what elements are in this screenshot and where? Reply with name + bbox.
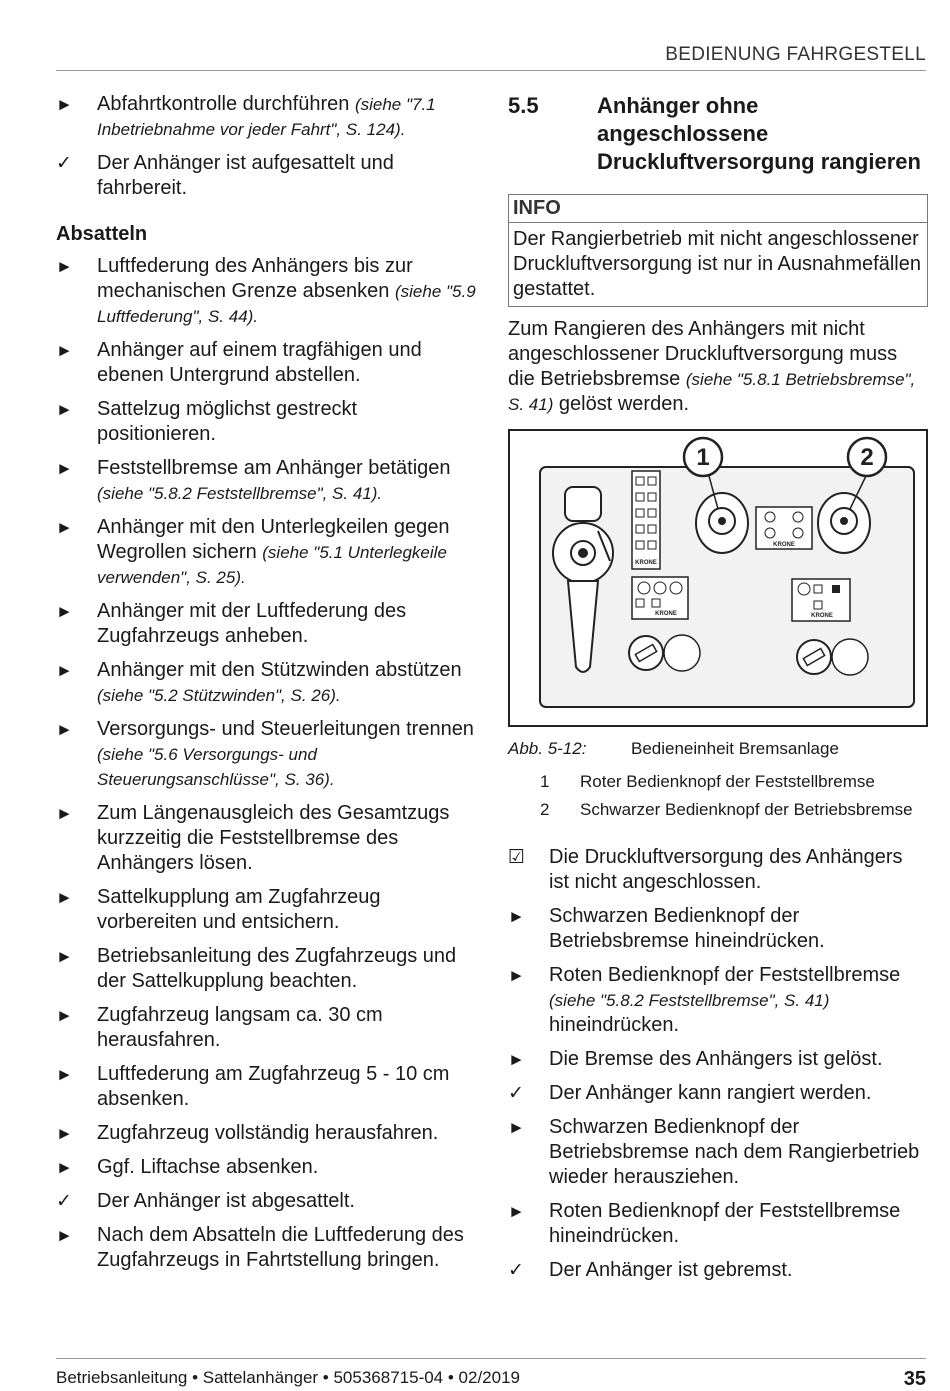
- list-item: [56, 338, 476, 388]
- figure-caption: [508, 739, 928, 759]
- brand-logo: KRONE: [773, 542, 795, 548]
- list-item: [56, 1223, 476, 1273]
- step-text: Anhänger mit den Unterlegkeilen gegen Wegrollen sichern (siehe "5.1 Unterlegkeile verwenden", S. 25).: [97, 516, 450, 587]
- footer-rule: [56, 1358, 926, 1359]
- list-item: [56, 658, 476, 708]
- arrow-bullet-icon: ►: [56, 459, 73, 478]
- list-item: [56, 599, 476, 649]
- arrow-bullet-icon: ►: [508, 1202, 525, 1221]
- arrow-bullet-icon: ►: [56, 947, 73, 966]
- step-text: Nach dem Absatteln die Luftfederung des Zugfahrzeugs in Fahrtstellung bringen.: [97, 1224, 464, 1271]
- arrow-bullet-icon: ►: [508, 1118, 525, 1137]
- list-item: [56, 92, 476, 142]
- step-text: Abfahrtkontrolle durchführen (siehe "7.1 Inbetriebnahme vor jeder Fahrt", S. 124).: [97, 93, 436, 139]
- arrow-bullet-icon: ►: [56, 1226, 73, 1245]
- caption-text: Bedieneinheit Bremsanlage: [631, 739, 839, 758]
- list-item: [56, 397, 476, 447]
- cross-reference-link[interactable]: (siehe "5.6 Versorgungs- und Steuerungsanschlüsse", S. 36).: [97, 745, 335, 789]
- arrow-bullet-icon: ►: [56, 341, 73, 360]
- step-text: Feststellbremse am Anhänger betätigen (siehe "5.8.2 Feststellbremse", S. 41).: [97, 457, 451, 503]
- list-item: [56, 515, 476, 590]
- list-item: [56, 944, 476, 994]
- legend-item: [508, 799, 928, 821]
- step-text: Der Anhänger ist aufgesattelt und fahrbereit.: [97, 152, 394, 199]
- list-item: [56, 1062, 476, 1112]
- list-item: [56, 1189, 476, 1214]
- step-text: Der Anhänger ist gebremst.: [549, 1259, 793, 1281]
- list-item: [508, 845, 928, 895]
- legend-item: [508, 771, 928, 793]
- step-text: Der Anhänger kann rangiert werden.: [549, 1082, 872, 1104]
- step-text: Schwarzen Bedienknopf der Betriebsbremse nach dem Rangierbetrieb wieder herausziehen.: [549, 1116, 920, 1188]
- step-text: Versorgungs- und Steuerleitungen trennen (siehe "5.6 Versorgungs- und Steuerungsanschlüsse", S. 36).: [97, 718, 474, 789]
- step-text: Anhänger mit der Luftfederung des Zugfahrzeugs anheben.: [97, 600, 407, 647]
- step-text: Die Bremse des Anhängers ist gelöst.: [549, 1048, 883, 1070]
- step-text: Luftfederung des Anhängers bis zur mechanischen Grenze absenken (siehe "5.9 Luftfederung", S. 44).: [97, 255, 476, 326]
- arrow-bullet-icon: ►: [508, 907, 525, 926]
- step-text: Betriebsanleitung des Zugfahrzeugs und der Sattelkupplung beachten.: [97, 945, 457, 992]
- left-column: [56, 92, 476, 1282]
- step-text: Roten Bedienknopf der Feststellbremse hineindrücken.: [549, 1200, 901, 1247]
- callout-2-label: 2: [860, 444, 874, 471]
- list-item: [508, 1258, 928, 1283]
- cross-reference-link[interactable]: (siehe "5.8.2 Feststellbremse", S. 41): [549, 991, 830, 1010]
- brake-panel-illustration: [510, 431, 926, 725]
- footer-text: Betriebsanleitung • Sattelanhänger • 505368715-04 • 02/2019: [56, 1368, 520, 1387]
- figure-legend: [508, 771, 928, 821]
- header-rule: [56, 70, 926, 71]
- list-item: [508, 1199, 928, 1249]
- list-item: [56, 801, 476, 876]
- section-heading: [508, 92, 928, 176]
- checkmark-icon: ✓: [56, 1191, 72, 1212]
- info-text: Der Rangierbetrieb mit nicht angeschlossener Druckluftversorgung ist nur in Ausnahmefällen gestattet.: [513, 228, 921, 300]
- step-text: Sattelkupplung am Zugfahrzeug vorbereiten und entsichern.: [97, 886, 381, 933]
- running-header: BEDIENUNG FAHRGESTELL: [665, 44, 926, 65]
- list-item: [56, 717, 476, 792]
- section-title: Anhänger ohne angeschlossene Druckluftversorgung rangieren: [597, 93, 921, 174]
- legend-number: 1: [540, 772, 550, 791]
- caption-label: Abb. 5-12:: [508, 739, 587, 758]
- list-item: [56, 1155, 476, 1180]
- rangieren-steps: [508, 845, 928, 1283]
- arrow-bullet-icon: ►: [56, 804, 73, 823]
- step-text: Zugfahrzeug langsam ca. 30 cm herausfahren.: [97, 1004, 383, 1051]
- cross-reference-link[interactable]: (siehe "5.8.1 Betriebsbremse", S. 41): [508, 370, 916, 414]
- arrow-bullet-icon: ►: [56, 720, 73, 739]
- intro-paragraph: Zum Rangieren des Anhängers mit nicht angeschlossener Druckluftversorgung muss die Betriebsbremse (siehe "5.8.1 Betriebsbremse", S. 41) gelöst werden.: [508, 318, 916, 415]
- step-text: Luftfederung am Zugfahrzeug 5 - 10 cm absenken.: [97, 1063, 450, 1110]
- absatteln-steps: [56, 254, 476, 1273]
- list-item: [56, 456, 476, 506]
- step-text: Schwarzen Bedienknopf der Betriebsbremse hineindrücken.: [549, 905, 825, 952]
- step-text: Anhänger mit den Stützwinden abstützen (siehe "5.2 Stützwinden", S. 26).: [97, 659, 462, 705]
- arrow-bullet-icon: ►: [56, 1124, 73, 1143]
- cross-reference-link[interactable]: (siehe "5.1 Unterlegkeile verwenden", S. 25).: [97, 543, 447, 587]
- list-item: [508, 1047, 928, 1072]
- list-item: [56, 254, 476, 329]
- step-text: Ggf. Liftachse absenken.: [97, 1156, 319, 1178]
- list-item: [508, 1081, 928, 1106]
- page-number: 35: [903, 1368, 926, 1390]
- step-text: Zum Längenausgleich des Gesamtzugs kurzzeitig die Feststellbremse des Anhängers lösen.: [97, 802, 450, 874]
- list-item: [56, 885, 476, 935]
- step-text: Roten Bedienknopf der Feststellbremse (siehe "5.8.2 Feststellbremse", S. 41) hineindrücken.: [549, 964, 901, 1036]
- brand-logo: KRONE: [811, 613, 833, 619]
- arrow-bullet-icon: ►: [56, 1158, 73, 1177]
- info-label: INFO: [509, 195, 927, 223]
- list-item: [508, 904, 928, 954]
- arrow-bullet-icon: ►: [508, 966, 525, 985]
- list-item: [508, 1115, 928, 1190]
- section-number: 5.5: [508, 93, 539, 118]
- arrow-bullet-icon: ►: [56, 518, 73, 537]
- arrow-bullet-icon: ►: [56, 95, 73, 114]
- list-item: [508, 963, 928, 1038]
- checkmark-icon: ✓: [508, 1260, 524, 1281]
- subheading-absatteln: Absatteln: [56, 223, 148, 245]
- step-text: Sattelzug möglichst gestreckt positionieren.: [97, 398, 358, 445]
- brake-control-unit-figure: [508, 429, 928, 727]
- legend-text: Schwarzer Bedienknopf der Betriebsbremse: [580, 800, 913, 819]
- brand-logo: KRONE: [635, 560, 657, 566]
- callout-1-label: 1: [696, 444, 710, 471]
- cross-reference-link[interactable]: (siehe "7.1 Inbetriebnahme vor jeder Fahrt", S. 124).: [97, 95, 436, 139]
- cross-reference-link[interactable]: (siehe "5.2 Stützwinden", S. 26).: [97, 686, 341, 705]
- checkmark-icon: ✓: [56, 153, 72, 174]
- list-item: [56, 1121, 476, 1146]
- list-item: [56, 151, 476, 201]
- legend-text: Roter Bedienknopf der Feststellbremse: [580, 772, 875, 791]
- arrow-bullet-icon: ►: [56, 257, 73, 276]
- arrow-bullet-icon: ►: [56, 602, 73, 621]
- checked-box-icon: ☑: [508, 847, 526, 868]
- brand-logo: KRONE: [655, 611, 677, 617]
- step-text: Anhänger auf einem tragfähigen und ebenen Untergrund abstellen.: [97, 339, 422, 386]
- arrow-bullet-icon: ►: [508, 1050, 525, 1069]
- info-box: [508, 194, 928, 307]
- list-item: [56, 1003, 476, 1053]
- cross-reference-link[interactable]: (siehe "5.8.2 Feststellbremse", S. 41).: [97, 484, 383, 503]
- step-text: Die Druckluftversorgung des Anhängers ist nicht angeschlossen.: [549, 846, 903, 893]
- arrow-bullet-icon: ►: [56, 400, 73, 419]
- arrow-bullet-icon: ►: [56, 1006, 73, 1025]
- legend-number: 2: [540, 800, 550, 819]
- arrow-bullet-icon: ►: [56, 1065, 73, 1084]
- arrow-bullet-icon: ►: [56, 888, 73, 907]
- cross-reference-link[interactable]: (siehe "5.9 Luftfederung", S. 44).: [97, 282, 476, 326]
- checkmark-icon: ✓: [508, 1083, 524, 1104]
- step-text: Der Anhänger ist abgesattelt.: [97, 1190, 355, 1212]
- right-column: [508, 92, 928, 1292]
- intro-list: [56, 92, 476, 201]
- arrow-bullet-icon: ►: [56, 661, 73, 680]
- step-text: Zugfahrzeug vollständig herausfahren.: [97, 1122, 439, 1144]
